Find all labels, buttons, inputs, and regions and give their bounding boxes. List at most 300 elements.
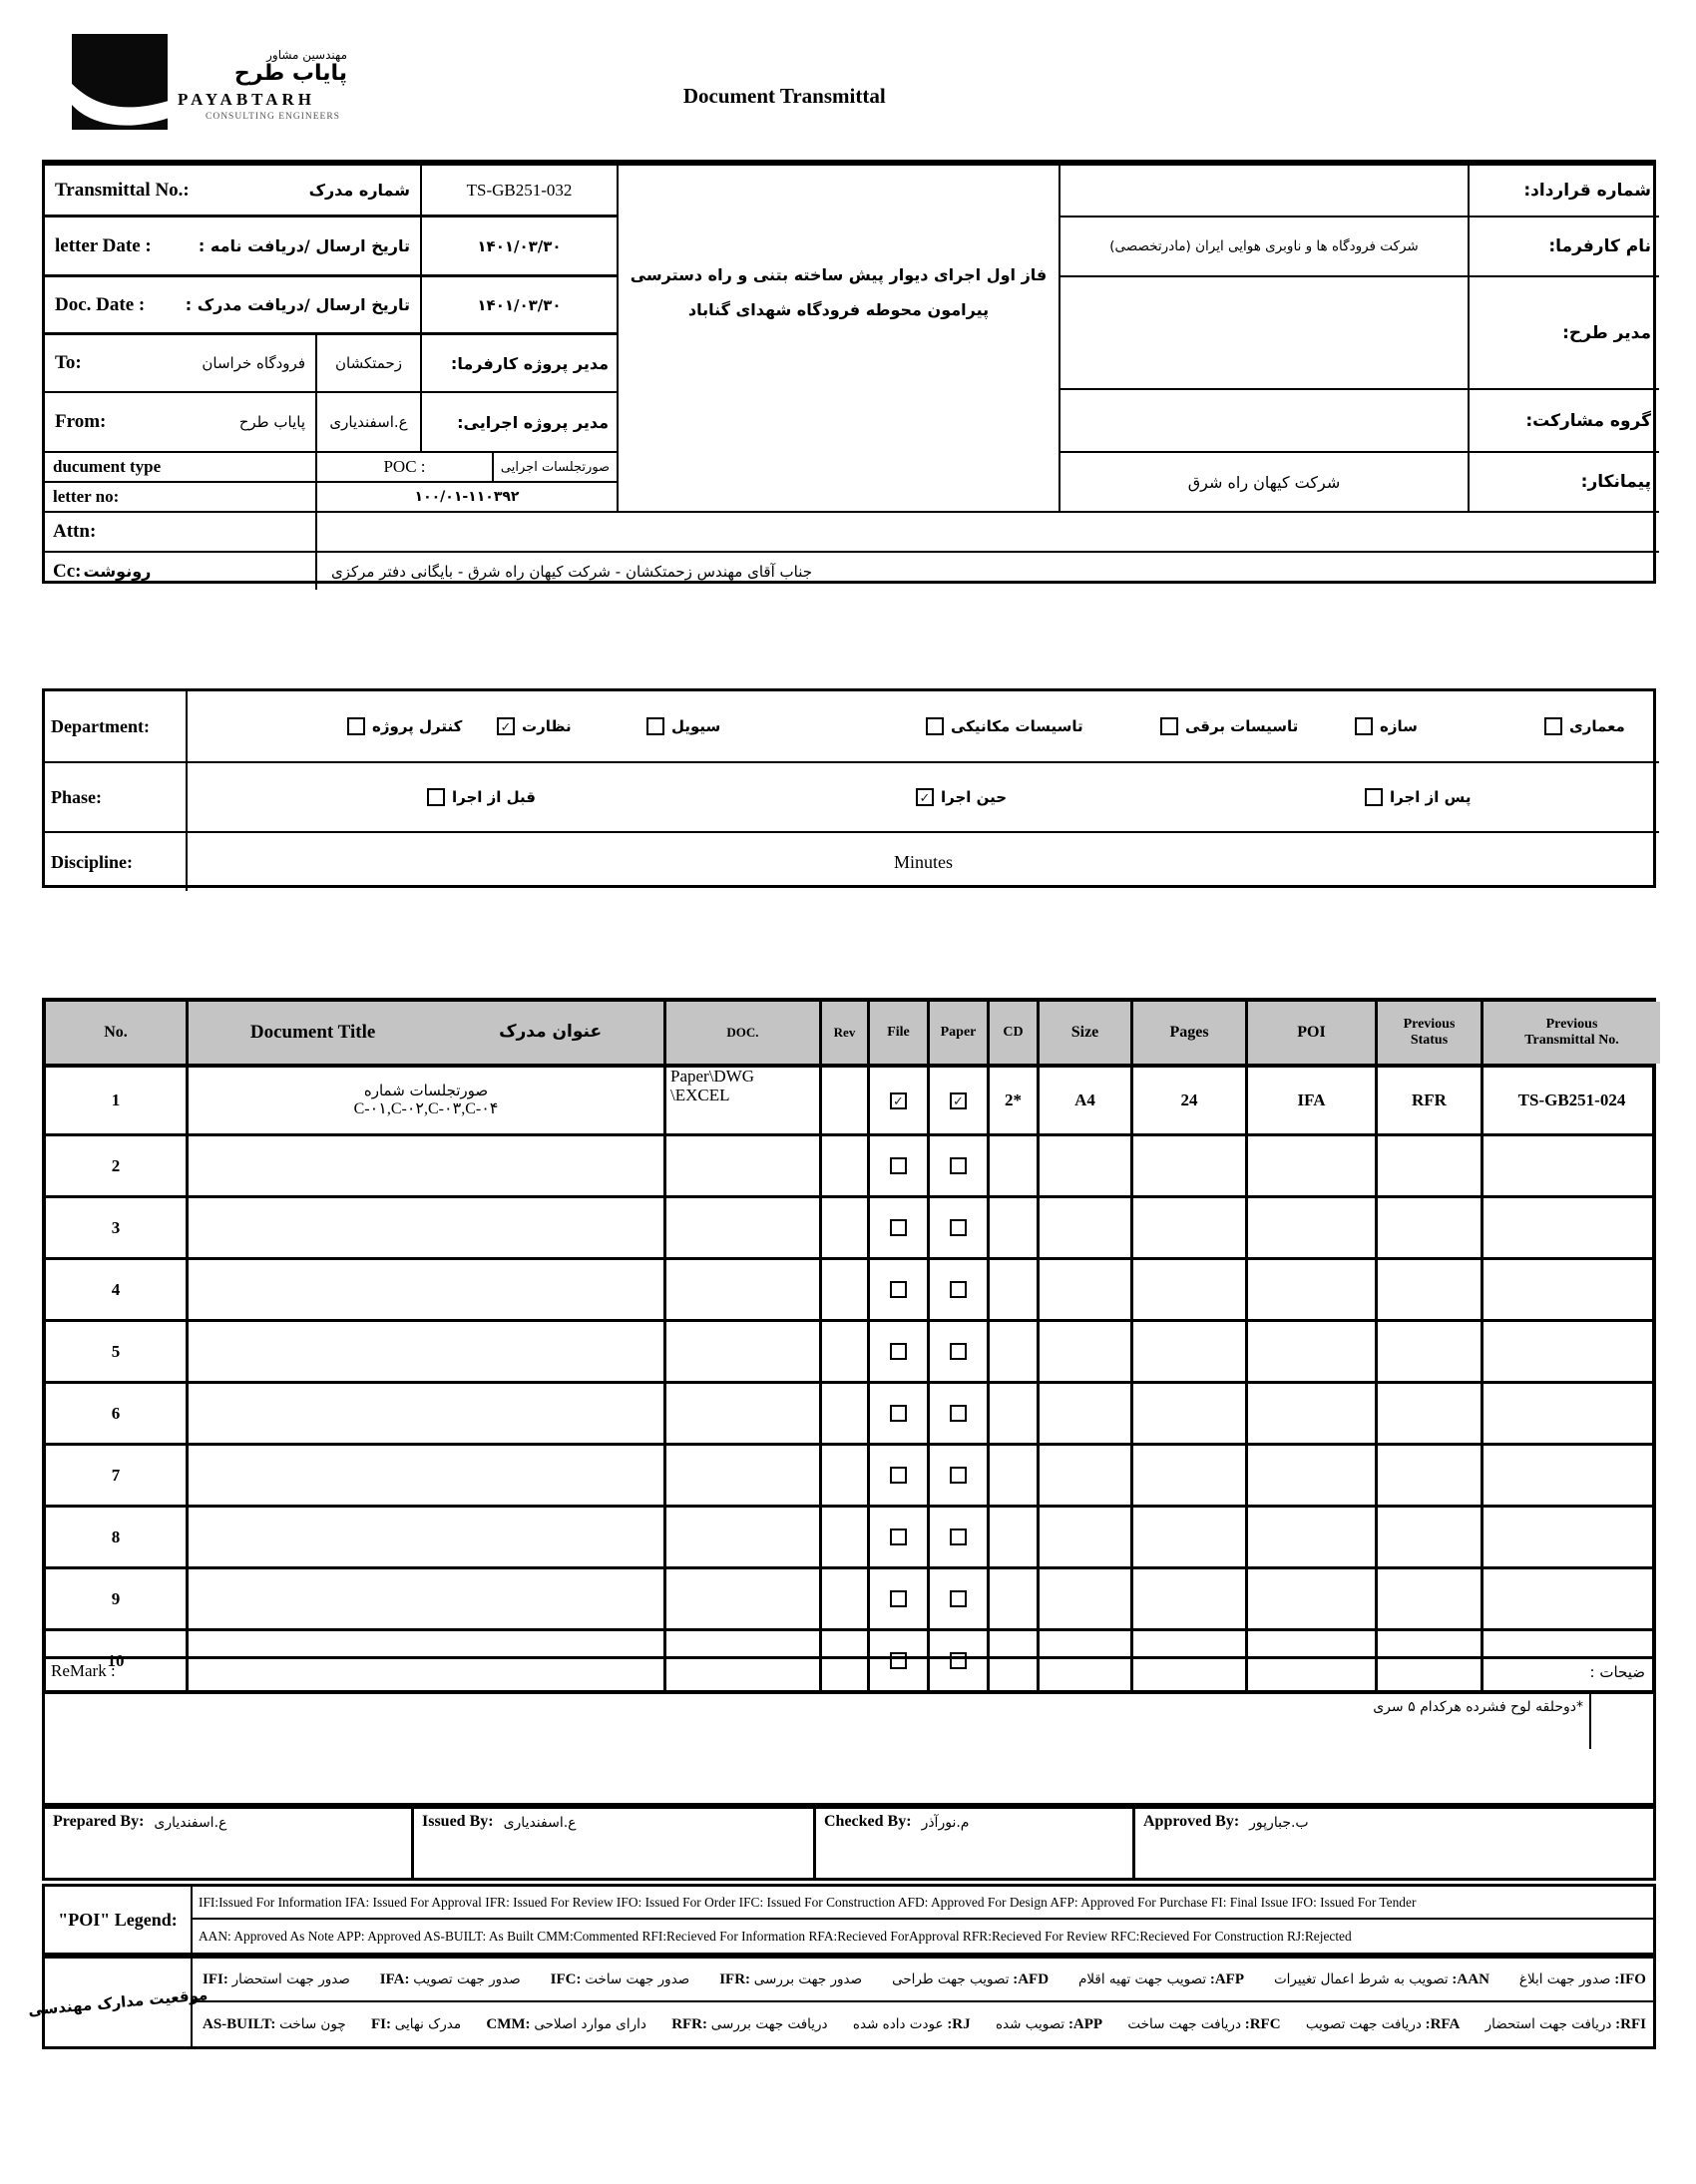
table-row xyxy=(46,1136,1652,1198)
row-title xyxy=(189,1446,666,1505)
row-title xyxy=(189,1569,666,1628)
col-title-en: Document Title xyxy=(249,1022,376,1044)
row-size xyxy=(1040,1198,1133,1257)
row-prev-status xyxy=(1378,1136,1484,1195)
row-rev xyxy=(822,1508,870,1566)
row-poi xyxy=(1248,1508,1378,1566)
row-no xyxy=(46,1068,189,1133)
row-prev-status xyxy=(1378,1068,1484,1133)
paper-checkbox[interactable] xyxy=(950,1281,967,1298)
row-size xyxy=(1040,1322,1133,1381)
row-title xyxy=(189,1068,666,1133)
letter-date-label-cell xyxy=(45,218,422,277)
classification-table xyxy=(42,688,1656,888)
remark-box xyxy=(42,1656,1656,1806)
col-no: No. xyxy=(46,1002,189,1064)
phase-label: Phase: xyxy=(51,786,102,807)
transmittal-no-value: TS-GB251-032 xyxy=(422,166,619,218)
doc-date-label-fa: تاریخ ارسال /دریافت مدرک : xyxy=(185,295,410,314)
project-description-cell xyxy=(619,166,1060,513)
cc-label-fa: رونوشت xyxy=(83,562,152,581)
row-no xyxy=(46,1508,189,1566)
department-checkbox-row xyxy=(188,691,1659,763)
col-title xyxy=(189,1002,666,1064)
document-table-header xyxy=(46,1002,1652,1068)
row-poi xyxy=(1248,1446,1378,1505)
status-label-fa: تصویب به شرط اعمال تغییرات xyxy=(1273,1971,1449,1987)
phase-checkbox-row xyxy=(188,763,1659,833)
row-paper xyxy=(930,1260,990,1319)
partnership-value xyxy=(1060,390,1470,453)
doctype-label: ducument type xyxy=(53,457,162,476)
cell-text: TS-GB251-024 xyxy=(1517,1091,1626,1109)
row-cd xyxy=(990,1198,1040,1257)
row-prev-status xyxy=(1378,1384,1484,1443)
client-value: شرکت فرودگاه ها و ناوبری هوایی ایران (مادرتخصصی) xyxy=(1060,218,1470,277)
cc-value: جناب آقای مهندس زحمتکشان - شرکت کیهان راه شرق - بایگانی دفتر مرکزی xyxy=(331,562,813,581)
row-prev-transmittal xyxy=(1484,1260,1660,1319)
table-row xyxy=(46,1322,1652,1384)
row-no xyxy=(46,1198,189,1257)
cc-label-cell xyxy=(45,553,317,590)
cell-text: 24 xyxy=(1180,1091,1198,1109)
cell-text: 4 xyxy=(111,1279,121,1299)
status-label-fa: تصویب جهت طراحی xyxy=(892,1971,1010,1987)
phase-item xyxy=(427,788,536,806)
file-checkbox[interactable] xyxy=(890,1405,907,1422)
status-legend-item xyxy=(203,1970,350,1988)
doctype-value: POC : xyxy=(317,453,494,483)
status-legend-item xyxy=(1306,2015,1460,2033)
row-file xyxy=(870,1384,930,1443)
col-cd: CD xyxy=(990,1002,1040,1064)
phase-checkbox[interactable] xyxy=(1365,788,1383,806)
row-size xyxy=(1040,1136,1133,1195)
paper-checkbox[interactable] xyxy=(950,1467,967,1484)
status-abbr: CMM: xyxy=(486,2016,535,2032)
col-prev-tr-2: Transmittal No. xyxy=(1524,1033,1619,1048)
status-abbr: :RJ xyxy=(943,2016,971,2032)
remark-note: *دوحلقه لوح فشرده هرکدام ۵ سری xyxy=(1373,1699,1583,1715)
cell-text: 6 xyxy=(111,1403,121,1423)
phase-checkbox[interactable] xyxy=(427,788,445,806)
status-abbr: :AFP xyxy=(1206,1971,1244,1987)
status-abbr: :IFO xyxy=(1610,1971,1646,1987)
row-title xyxy=(189,1322,666,1381)
status-label-fa: دریافت جهت استحضار xyxy=(1484,2016,1612,2032)
sheet xyxy=(27,0,1656,2184)
from-label: From: xyxy=(55,411,107,432)
status-label-fa: صدور جهت استحضار xyxy=(231,1971,350,1987)
row-prev-transmittal xyxy=(1484,1068,1660,1133)
poi-legend-line1: IFI:Issued For Information IFA: Issued For Approval IFR: Issued For Review IFO: Issued For Order IFC: Issued For Construction AFD: Approved For Design AFP: Approved For Purchase FI: Final Issue IFO: Issued For Tender xyxy=(193,1887,1656,1920)
cell-text: 2 xyxy=(111,1155,121,1175)
signature-cell xyxy=(45,1809,414,1878)
status-label-fa: صدور جهت ساخت xyxy=(585,1971,690,1987)
department-item-label: نظارت xyxy=(522,717,572,735)
brand-block xyxy=(72,34,347,130)
status-legend-item xyxy=(996,2015,1102,2033)
row-doc xyxy=(666,1260,822,1319)
col-prev-transmittal xyxy=(1484,1002,1660,1064)
status-legend-item xyxy=(1274,1970,1489,1988)
row-prev-transmittal xyxy=(1484,1569,1660,1628)
status-label-fa: دریافت جهت تصویب xyxy=(1305,2016,1422,2032)
department-item-label: تاسیسات برقی xyxy=(1185,717,1299,735)
page-title: Document Transmittal xyxy=(682,84,886,108)
col-size: Size xyxy=(1040,1002,1133,1064)
signature-row xyxy=(42,1806,1656,1881)
row-title xyxy=(189,1198,666,1257)
row-file xyxy=(870,1198,930,1257)
status-legend-item xyxy=(371,2015,461,2033)
department-label-cell xyxy=(45,691,188,763)
status-legend-row2 xyxy=(193,2002,1656,2046)
row-poi xyxy=(1248,1384,1378,1443)
status-abbr: :RFI xyxy=(1611,2016,1646,2032)
cell-text: Paper\DWG xyxy=(670,1068,755,1086)
cell-text: IFA xyxy=(1297,1091,1326,1109)
cell-text: 1 xyxy=(111,1091,121,1109)
row-size xyxy=(1040,1446,1133,1505)
row-prev-transmittal xyxy=(1484,1322,1660,1381)
status-abbr: :AFD xyxy=(1009,1971,1050,1987)
phase-item xyxy=(1365,788,1471,806)
signature-label: Issued By: xyxy=(422,1813,494,1830)
col-prev-tr-1: Previous xyxy=(1545,1016,1598,1032)
signature-label: Checked By: xyxy=(824,1813,912,1830)
from-person: ع.اسفندیاری xyxy=(317,393,422,453)
paper-checkbox[interactable] xyxy=(950,1405,967,1422)
row-rev xyxy=(822,1068,870,1133)
department-checkbox[interactable] xyxy=(1544,717,1562,735)
row-poi xyxy=(1248,1198,1378,1257)
row-pages xyxy=(1133,1068,1248,1133)
row-file xyxy=(870,1136,930,1195)
row-file xyxy=(870,1322,930,1381)
status-label-fa: دریافت جهت بررسی xyxy=(710,2016,828,2032)
row-size xyxy=(1040,1068,1133,1133)
paper-checkbox[interactable] xyxy=(950,1529,967,1545)
payabtarh-logo-icon xyxy=(72,34,168,130)
doctype-fa: صورتجلسات اجرایی xyxy=(494,453,619,483)
department-label: Department: xyxy=(51,715,150,736)
letter-date-value: ۱۴۰۱/۰۳/۳۰ xyxy=(422,218,619,277)
row-doc xyxy=(666,1569,822,1628)
status-legend-label xyxy=(27,1959,209,2046)
letter-date-label-en: letter Date : xyxy=(55,234,152,256)
row-paper xyxy=(930,1508,990,1566)
status-abbr: AS-BUILT: xyxy=(203,2016,280,2032)
row-paper xyxy=(930,1322,990,1381)
row-prev-status xyxy=(1378,1508,1484,1566)
to-person: زحمتکشان xyxy=(317,335,422,393)
attn-label: Attn: xyxy=(53,521,97,542)
to-label: To: xyxy=(55,352,82,373)
department-item xyxy=(497,717,572,735)
row-pages xyxy=(1133,1260,1248,1319)
file-checkbox[interactable] xyxy=(890,1467,907,1484)
row-no xyxy=(46,1446,189,1505)
paper-checkbox[interactable]: ✓ xyxy=(950,1092,967,1109)
file-checkbox[interactable] xyxy=(890,1281,907,1298)
status-legend-label-text: موقعیت مدارک مهندسی xyxy=(27,1985,209,2019)
letter-date-label-fa: تاریخ ارسال /دریافت نامه : xyxy=(198,236,410,255)
from-cell xyxy=(45,393,317,453)
row-size xyxy=(1040,1260,1133,1319)
department-checkbox[interactable] xyxy=(646,717,664,735)
status-legend-item xyxy=(853,2015,971,2033)
status-label-fa: تصویب جهت تهیه اقلام xyxy=(1078,1971,1207,1987)
department-checkbox[interactable] xyxy=(1160,717,1178,735)
col-title-fa: عنوان مدرک xyxy=(499,1022,603,1043)
row-title xyxy=(189,1508,666,1566)
paper-checkbox[interactable] xyxy=(950,1343,967,1360)
phase-label-cell xyxy=(45,763,188,833)
paper-checkbox[interactable] xyxy=(950,1219,967,1236)
status-abbr: :AAN xyxy=(1448,1971,1489,1987)
cell-text: 9 xyxy=(111,1588,121,1608)
row-prev-transmittal xyxy=(1484,1136,1660,1195)
letterno-value: ۱۰۰/۰۱-۱۱۰۳۹۲ xyxy=(317,483,619,513)
status-label-fa: چون ساخت xyxy=(279,2016,346,2032)
file-checkbox[interactable] xyxy=(890,1590,907,1607)
row-prev-transmittal xyxy=(1484,1198,1660,1257)
row-title xyxy=(189,1260,666,1319)
row-pages xyxy=(1133,1136,1248,1195)
brand-fa-big: پایاب طرح xyxy=(233,61,347,86)
row-prev-transmittal xyxy=(1484,1446,1660,1505)
row-cd xyxy=(990,1136,1040,1195)
cell-text: 8 xyxy=(111,1527,121,1546)
row-rev xyxy=(822,1198,870,1257)
department-item xyxy=(1160,717,1298,735)
row-pages xyxy=(1133,1508,1248,1566)
row-size xyxy=(1040,1384,1133,1443)
department-checkbox[interactable] xyxy=(926,717,944,735)
col-rev: Rev xyxy=(822,1002,870,1064)
row-file xyxy=(870,1569,930,1628)
phase-item-label: قبل از اجرا xyxy=(452,788,536,806)
paper-checkbox[interactable] xyxy=(950,1590,967,1607)
status-label-fa: تصویب شده xyxy=(995,2016,1065,2032)
remark-label-en: ReMark : xyxy=(51,1661,116,1680)
transmittal-no-label-fa: شماره مدرک xyxy=(308,181,410,200)
table-row xyxy=(46,1446,1652,1508)
phase-checkbox[interactable]: ✓ xyxy=(916,788,934,806)
project-line1: فاز اول اجرای دیوار پیش ساخته بتنی و راه دسترسی xyxy=(630,265,1048,284)
status-legend-item xyxy=(1127,2015,1280,2033)
status-abbr: IFI: xyxy=(203,1971,232,1987)
department-item xyxy=(1544,717,1625,735)
row-poi xyxy=(1248,1569,1378,1628)
row-cd xyxy=(990,1260,1040,1319)
row-no xyxy=(46,1384,189,1443)
cell-text: 5 xyxy=(111,1341,121,1361)
row-rev xyxy=(822,1260,870,1319)
row-paper xyxy=(930,1136,990,1195)
status-abbr: RFR: xyxy=(671,2016,711,2032)
row-rev xyxy=(822,1446,870,1505)
row-doc xyxy=(666,1198,822,1257)
status-label-fa: صدور جهت بررسی xyxy=(753,1971,863,1987)
row-prev-transmittal xyxy=(1484,1508,1660,1566)
poi-legend-line2: AAN: Approved As Note APP: Approved AS-BUILT: As Built CMM:Commented RFI:Recieved For Information RFA:Recieved ForApproval RFR:Recieved For Review RFC:Recieved For Construction RJ:Rejected xyxy=(199,1928,1352,1944)
status-label-fa: دریافت جهت ساخت xyxy=(1127,2016,1241,2032)
signature-cell xyxy=(414,1809,816,1878)
row-prev-status xyxy=(1378,1322,1484,1381)
status-abbr: FI: xyxy=(371,2016,395,2032)
status-legend-item xyxy=(486,2015,645,2033)
remark-label-fa: ضیحات : xyxy=(1589,1663,1645,1681)
letterno-label-cell xyxy=(45,483,317,513)
row-paper xyxy=(930,1384,990,1443)
department-item-label: سازه xyxy=(1380,717,1418,735)
row-doc xyxy=(666,1068,822,1133)
row-file xyxy=(870,1068,930,1133)
row-pages xyxy=(1133,1322,1248,1381)
status-abbr: IFA: xyxy=(379,1971,414,1987)
col-file: File xyxy=(870,1002,930,1064)
from-role-label: مدیر پروژه اجرایی: xyxy=(422,393,619,453)
phase-item-label: حین اجرا xyxy=(941,788,1008,806)
doc-date-value: ۱۴۰۱/۰۳/۳۰ xyxy=(422,277,619,335)
row-doc xyxy=(666,1508,822,1566)
status-label-fa: دارای موارد اصلاحی xyxy=(534,2016,646,2032)
row-file xyxy=(870,1260,930,1319)
row-no xyxy=(46,1322,189,1381)
table-row xyxy=(46,1569,1652,1631)
row-poi xyxy=(1248,1068,1378,1133)
status-label-fa: عودت داده شده xyxy=(852,2016,944,2032)
row-rev xyxy=(822,1136,870,1195)
cell-text: 7 xyxy=(111,1465,121,1485)
row-paper xyxy=(930,1198,990,1257)
remark-divider xyxy=(1589,1691,1591,1749)
row-poi xyxy=(1248,1136,1378,1195)
signature-cell xyxy=(1135,1809,1659,1878)
status-abbr: :RFA xyxy=(1421,2016,1461,2032)
file-checkbox[interactable] xyxy=(890,1157,907,1174)
col-prev-status-2: Status xyxy=(1410,1033,1449,1048)
discipline-label: Discipline: xyxy=(51,851,134,872)
row-cd xyxy=(990,1384,1040,1443)
phase-item xyxy=(916,788,1007,806)
doc-date-label-en: Doc. Date : xyxy=(55,293,146,315)
status-legend-row1 xyxy=(193,1959,1656,2002)
row-doc xyxy=(666,1384,822,1443)
cell-text: C-۰۱,C-۰۲,C-۰۳,C-۰۴ xyxy=(353,1100,499,1118)
status-abbr: IFR: xyxy=(719,1971,754,1987)
file-checkbox[interactable]: ✓ xyxy=(890,1092,907,1109)
cell-text: صورتجلسات شماره xyxy=(363,1081,489,1099)
cell-text: RFR xyxy=(1412,1091,1447,1109)
signature-name: م.نورآذر xyxy=(921,1815,970,1831)
row-doc xyxy=(666,1322,822,1381)
contractor-value: شرکت کیهان راه شرق xyxy=(1060,453,1470,513)
department-checkbox[interactable] xyxy=(1355,717,1373,735)
brand-text xyxy=(178,48,347,122)
row-paper xyxy=(930,1569,990,1628)
poi-legend-table xyxy=(42,1884,1656,1956)
attn-value xyxy=(317,513,1659,553)
paper-checkbox[interactable] xyxy=(950,1157,967,1174)
signature-label: Prepared By: xyxy=(53,1813,145,1830)
department-checkbox[interactable] xyxy=(347,717,365,735)
status-legend-item xyxy=(1078,1970,1244,1988)
table-row xyxy=(46,1198,1652,1260)
discipline-value: Minutes xyxy=(893,851,953,872)
row-poi xyxy=(1248,1260,1378,1319)
status-label-fa: صدور جهت تصویب xyxy=(413,1971,521,1987)
cell-text: A4 xyxy=(1074,1091,1095,1109)
contract-no-label: شماره قرارداد: xyxy=(1470,166,1659,218)
status-legend-item xyxy=(892,1970,1049,1988)
status-abbr: IFC: xyxy=(550,1971,586,1987)
doctype-label-cell xyxy=(45,453,317,483)
row-title xyxy=(189,1384,666,1443)
row-size xyxy=(1040,1508,1133,1566)
row-prev-status xyxy=(1378,1198,1484,1257)
row-rev xyxy=(822,1384,870,1443)
cc-label: Cc: xyxy=(53,560,82,582)
file-checkbox[interactable] xyxy=(890,1343,907,1360)
department-checkbox[interactable]: ✓ xyxy=(497,717,515,735)
status-legend-table xyxy=(27,1956,1656,2049)
cell-text: 3 xyxy=(111,1217,121,1237)
status-abbr: :APP xyxy=(1064,2016,1103,2032)
transmittal-no-label-cell xyxy=(45,166,422,218)
row-cd xyxy=(990,1508,1040,1566)
brand-subtitle: CONSULTING ENGINEERS xyxy=(206,112,340,123)
row-prev-status xyxy=(1378,1260,1484,1319)
col-prev-status xyxy=(1378,1002,1484,1064)
file-checkbox[interactable] xyxy=(890,1529,907,1545)
letterno-label: letter no: xyxy=(53,487,120,506)
status-label-fa: مدرک نهایی xyxy=(394,2016,462,2032)
contractor-label: پیمانکار: xyxy=(1470,453,1659,513)
status-abbr: :RFC xyxy=(1240,2016,1281,2032)
department-item xyxy=(646,717,720,735)
document-table xyxy=(42,998,1656,1694)
status-legend-item xyxy=(551,1970,690,1988)
row-title xyxy=(189,1136,666,1195)
client-label: نام کارفرما: xyxy=(1470,218,1659,277)
cell-text: 2* xyxy=(1005,1091,1022,1109)
to-value: فرودگاه خراسان xyxy=(202,354,305,372)
design-manager-label: مدیر طرح: xyxy=(1470,277,1659,390)
department-item xyxy=(926,717,1083,735)
file-checkbox[interactable] xyxy=(890,1219,907,1236)
cell-text: \EXCEL xyxy=(670,1085,730,1104)
status-legend-item xyxy=(1485,2015,1646,2033)
cell-text: 10 xyxy=(107,1650,125,1670)
department-item-label: معماری xyxy=(1569,717,1625,735)
row-rev xyxy=(822,1569,870,1628)
project-line2: پیرامون محوطه فرودگاه شهدای گناباد xyxy=(687,300,990,320)
row-doc xyxy=(666,1446,822,1505)
signature-name: ع.اسفندیاری xyxy=(503,1815,577,1831)
to-role-label: مدیر پروژه کارفرما: xyxy=(422,335,619,393)
row-cd xyxy=(990,1068,1040,1133)
row-file xyxy=(870,1446,930,1505)
row-pages xyxy=(1133,1569,1248,1628)
discipline-label-cell xyxy=(45,833,188,891)
department-item-label: تاسیسات مکانیکی xyxy=(951,717,1083,735)
row-pages xyxy=(1133,1198,1248,1257)
table-row xyxy=(46,1068,1652,1136)
signature-cell xyxy=(816,1809,1135,1878)
